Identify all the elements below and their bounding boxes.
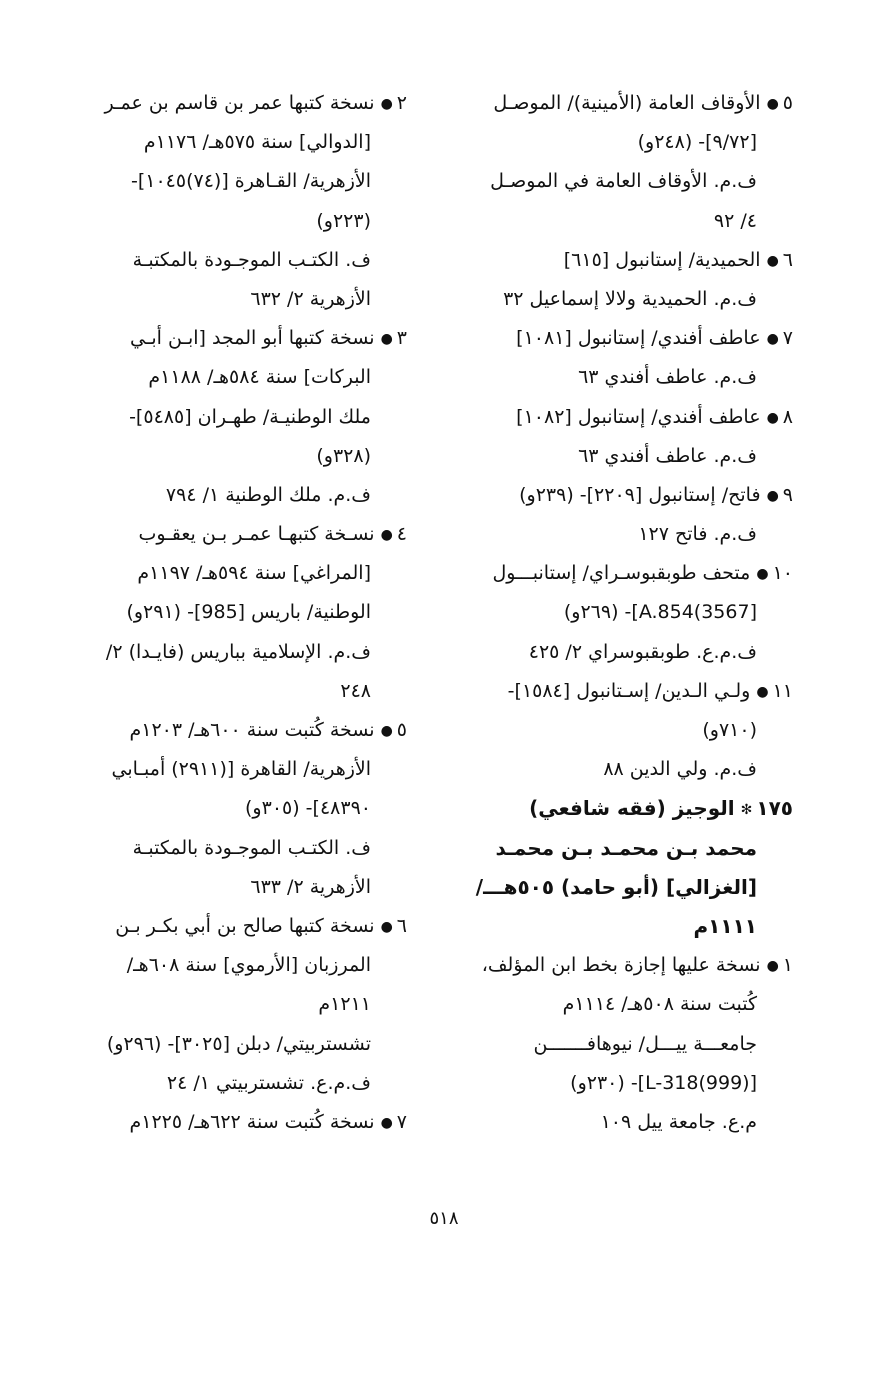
line-text: ١٢١١م xyxy=(318,993,371,1016)
star-icon: ✻ xyxy=(740,802,753,819)
right-column-line xyxy=(445,241,793,280)
line-text: عاطف أفندي/ إستانبول [١٠٨١] xyxy=(516,327,761,350)
right-column-line xyxy=(445,672,793,711)
bullet-icon: ● xyxy=(766,409,779,426)
right-column xyxy=(445,84,793,1142)
line-text: [L-318(999)]- (٢٣٠و) xyxy=(570,1071,757,1094)
left-column-line xyxy=(52,672,407,711)
line-text: فاتح/ إستانبول [٢٢٠٩]- (٢٣٩و) xyxy=(519,483,761,506)
right-column-line xyxy=(445,123,793,162)
entry-number: ١٧٥ xyxy=(756,796,793,821)
entry-number: ٣ xyxy=(396,327,407,350)
left-column-line xyxy=(52,868,407,907)
line-text: ملك الوطنيـة/ طهـران [٥٤٨٥]- xyxy=(129,405,371,428)
line-text: ف.م.ع. تشستربيتي ١/ ٢٤ xyxy=(166,1071,371,1094)
line-text: ف.م.ع. طوبقبوسراي ٢/ ٤٢٥ xyxy=(528,640,757,663)
line-text: الأزهرية ٢/ ٦٣٢ xyxy=(250,287,371,310)
left-column-line xyxy=(52,123,407,162)
left-column-line xyxy=(52,1103,407,1142)
entry-number: ٥ xyxy=(782,92,793,114)
line-text: نسخة كُتبت سنة ٦٢٢هـ/ ١٢٢٥م xyxy=(129,1110,375,1133)
bullet-icon: ● xyxy=(380,918,393,935)
entry-number: ١ xyxy=(782,954,793,977)
line-text: نسخة كتبها عمر بن قاسم بن عمـر xyxy=(104,92,375,114)
bullet-icon: ● xyxy=(766,958,779,975)
left-column-line xyxy=(52,162,407,201)
left-column-line xyxy=(52,84,407,123)
left-column xyxy=(52,84,407,1142)
entry-number: ٧ xyxy=(782,327,793,350)
entry-number: ١١ xyxy=(772,679,793,702)
bullet-icon: ● xyxy=(380,527,393,544)
entry-number: ٦ xyxy=(782,248,793,271)
line-text: ف.م. ملك الوطنية ١/ ٧٩٤ xyxy=(165,483,371,506)
line-text: [الدوالي] سنة ٥٧٥هـ/ ١١٧٦م xyxy=(143,131,371,154)
right-column-line xyxy=(445,280,793,319)
entry-number: ٨ xyxy=(782,405,793,428)
entry-number: ٢ xyxy=(396,92,407,114)
left-column-line xyxy=(52,554,407,593)
bullet-icon: ● xyxy=(756,683,769,700)
left-column-line xyxy=(52,750,407,789)
right-column-line xyxy=(445,946,793,985)
right-column-line xyxy=(445,633,793,672)
entry-number: ٤ xyxy=(396,523,407,546)
line-text: الوجيز (فقه شافعي) xyxy=(529,796,735,821)
right-column-line xyxy=(445,907,793,946)
left-column-line xyxy=(52,711,407,750)
bullet-icon: ● xyxy=(766,252,779,269)
right-column-line xyxy=(445,868,793,907)
right-column-line xyxy=(445,84,793,123)
entry-number: ٦ xyxy=(396,914,407,937)
line-text: [3567)A.854]- (٢٦٩و) xyxy=(563,601,757,624)
entry-number: ٧ xyxy=(396,1110,407,1133)
line-text: الأزهرية/ القـاهرة [(٧٤)١٠٤٥]- xyxy=(130,170,371,193)
line-text: نسـخة كتبهـا عمـر بـن يعقـوب xyxy=(138,523,375,546)
right-column-line xyxy=(445,319,793,358)
left-column-line xyxy=(52,946,407,985)
left-column-line xyxy=(52,633,407,672)
line-text: ٤/ ٩٢ xyxy=(713,209,757,232)
line-text: الأزهرية ٢/ ٦٣٣ xyxy=(250,875,371,898)
line-text: تشستربيتي/ دبلن [٣٠٢٥]- (٢٩٦و) xyxy=(106,1032,371,1055)
line-text: ف. الكتـب الموجـودة بالمكتبـة xyxy=(132,836,371,859)
bullet-icon: ● xyxy=(380,1114,393,1131)
line-text: ف. الكتـب الموجـودة بالمكتبـة xyxy=(132,248,371,271)
right-column-line xyxy=(445,554,793,593)
bullet-icon: ● xyxy=(766,96,779,112)
line-text: (٢٢٣و) xyxy=(316,209,371,232)
left-column-line xyxy=(52,593,407,632)
right-column-line xyxy=(445,985,793,1024)
right-column-line xyxy=(445,476,793,515)
right-column-line xyxy=(445,1103,793,1142)
left-column-line xyxy=(52,907,407,946)
line-text: ف.م. ولي الدين ٨٨ xyxy=(603,758,757,781)
left-column-line xyxy=(52,319,407,358)
line-text: ١١١١م xyxy=(693,913,757,938)
right-column-line xyxy=(445,162,793,201)
line-text: ف.م. عاطف أفندي ٦٣ xyxy=(578,366,757,389)
bullet-icon: ● xyxy=(766,487,779,504)
line-text: ولـي الـدين/ إسـتانبول [١٥٨٤]- xyxy=(507,679,751,702)
line-text: متحف طوبقبوسـراي/ إستانبـــول xyxy=(492,562,751,585)
line-text: ف.م. عاطف أفندي ٦٣ xyxy=(578,444,757,467)
line-text: الحميدية/ إستانبول [٦١٥] xyxy=(563,248,761,271)
left-column-line xyxy=(52,476,407,515)
left-column-line xyxy=(52,985,407,1024)
bullet-icon: ● xyxy=(380,331,393,348)
line-text: نسخة كُتبت سنة ٦٠٠هـ/ ١٢٠٣م xyxy=(129,719,375,741)
left-column-line xyxy=(52,1025,407,1064)
right-column-line xyxy=(445,750,793,789)
right-column-line xyxy=(445,829,793,868)
bullet-icon: ● xyxy=(766,331,779,348)
left-column-line xyxy=(52,358,407,397)
bullet-icon: ● xyxy=(380,96,393,112)
line-text: نسخة كتبها صالح بن أبي بكـر بـن xyxy=(115,914,375,937)
right-column-line xyxy=(445,711,793,750)
page-number: ٥١٨ xyxy=(429,1208,459,1229)
left-column-line xyxy=(52,789,407,828)
right-column-line xyxy=(445,789,793,828)
line-text: ف.م. الإسلامية بباريس (فايـدا) ٢/ xyxy=(105,640,371,663)
right-column-line xyxy=(445,398,793,437)
bullet-icon: ● xyxy=(756,566,769,583)
left-column-line xyxy=(52,1064,407,1103)
line-text: الأزهرية/ القاهرة [(٢٩١١) أمبـابي xyxy=(111,758,371,781)
line-text: ف.م. الحميدية ولالا إسماعيل ٣٢ xyxy=(503,287,757,310)
left-column-line xyxy=(52,437,407,476)
line-text: عاطف أفندي/ إستانبول [١٠٨٢] xyxy=(516,405,761,428)
line-text: جامعـــة ييـــل/ نيوهافـــــــن xyxy=(533,1032,757,1055)
right-column-line xyxy=(445,1064,793,1103)
right-column-line xyxy=(445,202,793,241)
entry-number: ٥ xyxy=(396,719,407,741)
line-text: م.ع. جامعة ييل ١٠٩ xyxy=(600,1110,757,1133)
left-column-line xyxy=(52,829,407,868)
right-column-line xyxy=(445,515,793,554)
line-text: [المراغي] سنة ٥٩٤هـ/ ١١٩٧م xyxy=(137,562,371,585)
left-column-line xyxy=(52,280,407,319)
entry-number: ٩ xyxy=(782,483,793,506)
line-text: ٤٨٣٩٠]- (٣٠٥و) xyxy=(245,797,371,820)
line-text: الوطنية/ باريس [985]- (٢٩١و) xyxy=(126,601,371,624)
line-text: البركات] سنة ٥٨٤هـ/ ١١٨٨م xyxy=(148,366,371,389)
line-text: [الغزالي] (أبو حامد) ٥٠٥هـــ/ xyxy=(475,874,757,899)
line-text: [٩/٧٢]- (٢٤٨و) xyxy=(637,131,757,154)
line-text: محمد بـن محمـد بـن محمـد xyxy=(495,835,757,860)
left-column-line xyxy=(52,515,407,554)
line-text: (٧١٠و) xyxy=(702,719,757,741)
line-text: نسخة عليها إجازة بخط ابن المؤلف، xyxy=(481,954,761,977)
right-column-line xyxy=(445,1025,793,1064)
bullet-icon: ● xyxy=(380,723,393,739)
line-text: نسخة كتبها أبو المجد [ابـن أبـي xyxy=(129,327,375,350)
right-column-line xyxy=(445,358,793,397)
line-text: ٢٤٨ xyxy=(340,679,371,702)
left-column-line xyxy=(52,202,407,241)
right-column-line xyxy=(445,593,793,632)
line-text: الأوقاف العامة (الأمينية)/ الموصـل xyxy=(493,92,761,114)
line-text: ف.م. الأوقاف العامة في الموصـل xyxy=(490,170,757,193)
line-text: ف.م. فاتح ١٢٧ xyxy=(638,523,757,546)
line-text: كُتبت سنة ٥٠٨هـ/ ١١١٤م xyxy=(562,993,757,1016)
entry-number: ١٠ xyxy=(772,562,793,585)
right-column-line xyxy=(445,437,793,476)
line-text: المرزبان [الأرموي] سنة ٦٠٨هـ/ xyxy=(126,954,371,977)
left-column-line xyxy=(52,398,407,437)
left-column-line xyxy=(52,241,407,280)
line-text: (٣٢٨و) xyxy=(316,444,371,467)
